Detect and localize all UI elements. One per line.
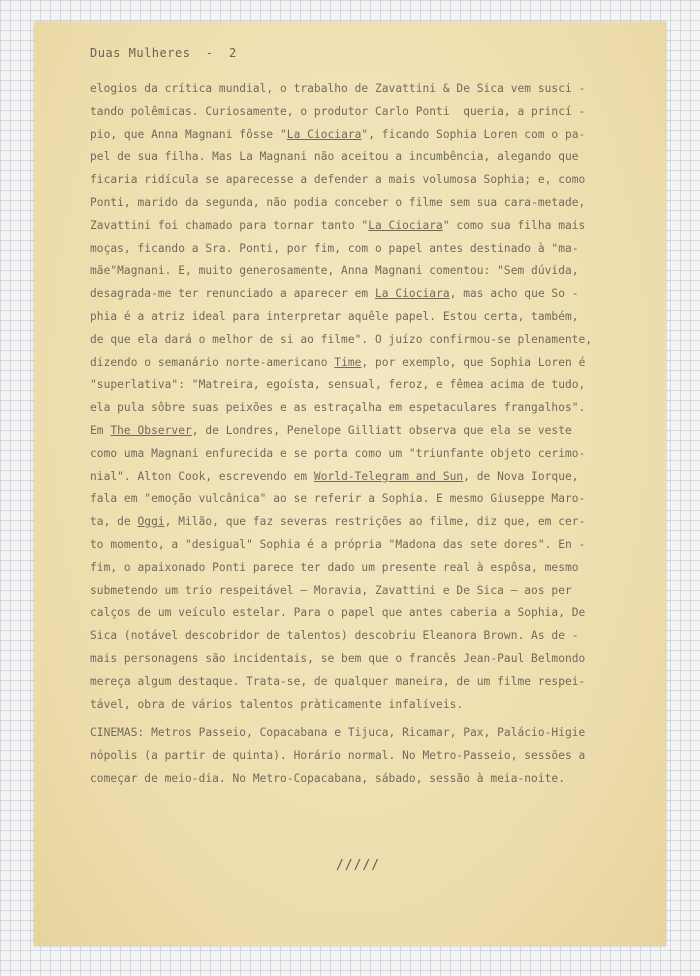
text-line: mereça algum destaque. Trata-se, de qualquer maneira, de um filme respei- (90, 674, 586, 688)
text-line: moças, ficando a Sra. Ponti, por fim, com o papel antes destinado à "ma- (90, 241, 579, 255)
underlined-title: La Ciociara (286, 127, 362, 141)
text-line: tável, obra de vários talentos pràticamente infalíveis. (90, 697, 464, 711)
page-header: Duas Mulheres - 2 (90, 46, 237, 60)
end-mark: ///// (336, 858, 381, 873)
text-line: Sica (notável descobridor de talentos) descobriu Eleanora Brown. As de - (90, 629, 579, 643)
text-line: desagrada-me ter renunciado a aparecer em La Ciociara, mas acho que So - (90, 287, 579, 301)
underlined-title: Oggi (137, 515, 165, 529)
text-line: ela pula sôbre suas peixões e as estraçalha em espetaculares frangalhos". (90, 401, 586, 415)
text-line: Em The Observer, de Londres, Penelope Gilliatt observa que ela se veste (90, 423, 572, 437)
text-line: pio, que Anna Magnani fôsse "La Ciociara", ficando Sophia Loren com o pa- (90, 127, 586, 141)
text-line: phia é a atriz ideal para interpretar aquêle papel. Estou certa, também, (90, 309, 579, 323)
text-line: elogios da crítica mundial, o trabalho de Zavattini & De Sica vem susci - (90, 82, 586, 95)
cinemas-line: começar de meio-dia. No Metro-Copacabana, sábado, sessão à meia-noite. (90, 771, 565, 785)
text-line: submetendo um trio respeitável — Moravia, Zavattini e De Sica — aos per (90, 583, 572, 597)
review-body (90, 78, 650, 791)
text-line: calços de um veículo estelar. Para o papel que antes caberia a Sophia, De (90, 606, 586, 620)
cinemas-line: nópolis (a partir de quinta). Horário normal. No Metro-Passeio, sessões a (90, 749, 586, 763)
text-line: nial". Alton Cook, escrevendo em World-Telegram and Sun, de Nova Iorque, (90, 469, 579, 483)
text-line: pel de sua filha. Mas La Magnani não aceitou a incumbência, alegando que (90, 150, 579, 164)
underlined-title: The Observer (110, 423, 192, 437)
text-line: ficaria ridícula se aparecesse a defender a mais volumosa Sophia; e, como (90, 173, 586, 187)
text-line: mais personagens são incidentais, se bem que o francês Jean-Paul Belmondo (90, 651, 586, 665)
text-line: fala em "emoção vulcânica" ao se referir a Sophia. E mesmo Giuseppe Maro- (90, 492, 586, 506)
text-line: Zavattini foi chamado para tornar tanto "La Ciociara" como sua filha mais (90, 218, 586, 232)
text-line: como uma Magnani enfurecida e se porta como um "triunfante objeto cerimo- (90, 446, 586, 460)
text-line: "superlativa": "Matreira, egoísta, sensual, feroz, e fêmea acima de tudo, (90, 378, 586, 392)
text-line: de que ela dará o melhor de si ao filme". O juízo confirmou-se plenamente, (90, 332, 593, 346)
underlined-title: Time (334, 355, 362, 369)
cinemas-line: CINEMAS: Metros Passeio, Copacabana e Tijuca, Ricamar, Pax, Palácio-Higie (90, 726, 586, 740)
text-line: Ponti, marido da segunda, não podia conceber o filme sem sua cara-metade, (90, 195, 586, 209)
text-line: to momento, a "desigual" Sophia é a própria "Madona das sete dores". En - (90, 537, 586, 551)
text-line: fim, o apaixonado Ponti parece ter dado um presente real à espôsa, mesmo (90, 560, 579, 574)
text-line: tando polêmicas. Curiosamente, o produtor Carlo Ponti queria, a princí - (90, 104, 586, 118)
text-line: ta, de Oggi, Milão, que faz severas restrições ao filme, diz que, em cer- (90, 515, 586, 529)
underlined-title: La Ciociara (368, 218, 443, 232)
text-line: mãe"Magnani. E, muito generosamente, Anna Magnani comentou: "Sem dúvida, (90, 264, 579, 278)
underlined-title: La Ciociara (375, 287, 450, 301)
underlined-title: World-Telegram and Sun (313, 469, 464, 483)
text-line: dizendo o semanário norte-americano Time, por exemplo, que Sophia Loren é (90, 355, 586, 369)
typewritten-page (34, 22, 666, 946)
